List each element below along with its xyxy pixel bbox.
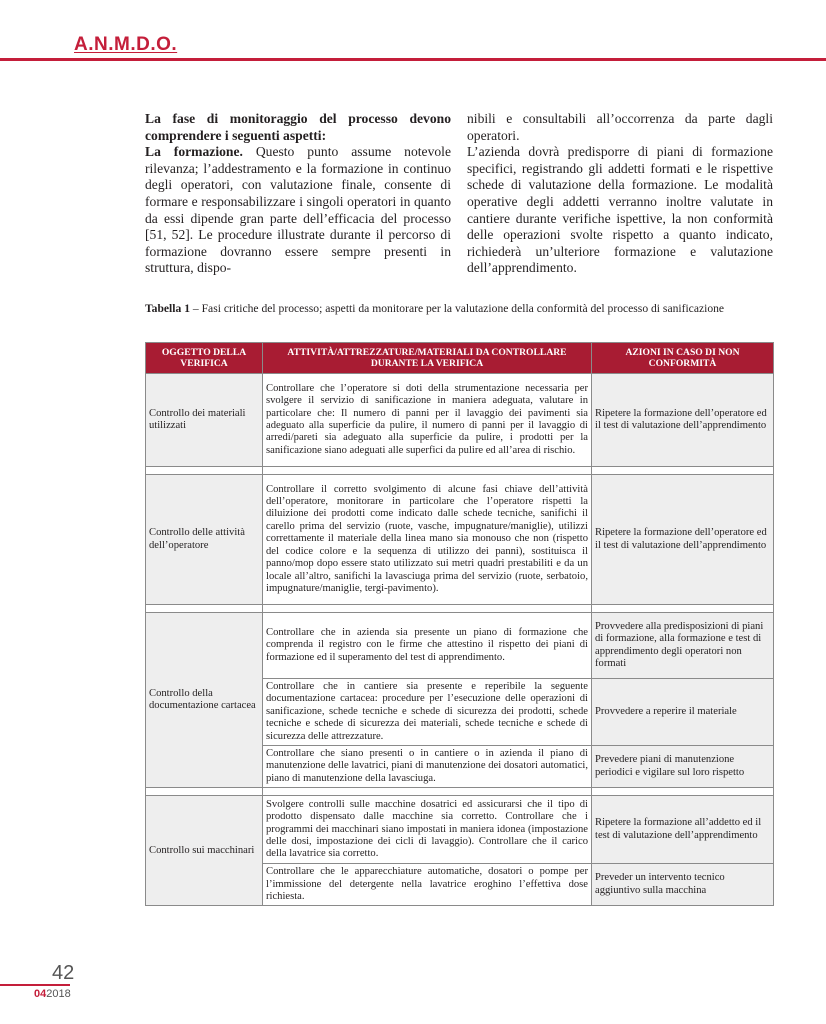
subject-cell: Controllo delle attività dell’operatore xyxy=(146,475,263,605)
activity-cell: Svolgere controlli sulle macchine dosatrici ed assicurarsi che il tipo di prodotto dispensato dalle macchine sia corretto. Controllare che i programmi dei macchinari siano impostati in maniera idonea (impostazione delle dosi, impostazione dei cicli di lavaggio). Controllare che il carico della lavatrice sia corretto. xyxy=(263,796,592,864)
action-cell: Ripetere la formazione all’addetto ed il test di valutazione dell’apprendimento xyxy=(592,796,774,864)
header-actions: AZIONI IN CASO DI NON CONFORMITÀ xyxy=(592,343,774,374)
activity-cell: Controllare che in azienda sia presente un piano di formazione che comprenda il registro con le firme che attestino il rispetto dei piani di formazione ed il superamento del test di apprendimento. xyxy=(263,613,592,679)
table-header-row xyxy=(146,343,774,374)
header-divider xyxy=(0,58,826,61)
body-column-right xyxy=(467,111,773,277)
activity-cell: Controllare che l’operatore si doti della strumentazione necessaria per svolgere il servizio di sanificazione in maniera adeguata, valutare in particolare che: Il numero di panni per il lavaggio dei pavimenti sia adeguato alla superficie da pulire, il numero di panni per il lavaggio di arredi/pareti sia adeguato alla superficie da pulire, i prodotti per la sanificazione siano adeguati alle superfici da pulire ed all’area di rischio. xyxy=(263,374,592,467)
subject-cell: Controllo sui macchinari xyxy=(146,796,263,906)
subject-cell: Controllo della documentazione cartacea xyxy=(146,613,263,788)
footer-divider xyxy=(0,984,70,986)
activity-cell: Controllare che siano presenti o in cantiere o in azienda il piano di manutenzione delle lavatrici, piani di manutenzione dei dosatori automatici, piano di manutenzione della lavasciuga. xyxy=(263,746,592,788)
table-caption xyxy=(145,302,773,316)
subject-cell: Controllo dei materiali utilizzati xyxy=(146,374,263,467)
group-spacer xyxy=(146,467,774,475)
issue-year: 2018 xyxy=(46,988,71,1000)
verification-table xyxy=(145,342,774,906)
page-number: 42 xyxy=(52,962,75,984)
action-cell: Provvedere alla predisposizioni di piani di formazione, alla formazione e test di apprendimento degli operatori non formati xyxy=(592,613,774,679)
group-spacer xyxy=(146,605,774,613)
table-row xyxy=(146,796,774,864)
action-cell: Preveder un intervento tecnico aggiuntivo sulla macchina xyxy=(592,864,774,906)
table-caption-text: – Fasi critiche del processo; aspetti da monitorare per la valutazione della conformità del processo di sanificazione xyxy=(190,302,725,315)
section-heading: La formazione. xyxy=(145,144,243,160)
activity-cell: Controllare che in cantiere sia presente e reperibile la seguente documentazione cartacea: procedure per l’esecuzione delle operazioni di sanificazione, schede tecniche e schede di sicurezza dei prodotti, schede tecniche e schede di sicurezza dei materiali, schede tecniche e schede di sicurezza delle attrezzature. xyxy=(263,679,592,746)
activity-cell: Controllare che le apparecchiature automatiche, dosatori o pompe per l’immissione del detergente nella lavatrice eroghino l’effettiva dose richiesta. xyxy=(263,864,592,906)
table-row xyxy=(146,374,774,467)
section-intro: La fase di monitoraggio del processo devono comprendere i seguenti aspetti: xyxy=(145,111,451,143)
journal-logo: A.N.M.D.O. xyxy=(74,34,178,55)
right-paragraph-1: nibili e consultabili all’occorrenza da parte dagli operatori. xyxy=(467,111,773,143)
table-caption-label: Tabella 1 xyxy=(145,302,190,315)
activity-cell: Controllare il corretto svolgimento di alcune fasi chiave dell’attività dell’operatore, monitorare in particolare che l’operatore rispetti la diluizione dei prodotti come indicato dalle schede tecniche, sanifichi il carello prima del servizio (ruote, vasche, impugnature/maniglie), utilizzi correttamente il materiale della linea mano sia monouso che non (rispetto del codice colore e la sequenza di utilizzo dei panni), sostituisca il panno/mop dopo essere stato utilizzato sui metri quadri prestabiliti e da un locale all’altro, sanifichi la lavasciuga prima del servizio (ruote, serbatoio, impugnature/maniglie, tergi-pavimento). xyxy=(263,475,592,605)
header-subject: OGGETTO DELLA VERIFICA xyxy=(146,343,263,374)
action-cell: Ripetere la formazione dell’operatore ed il test di valutazione dell’apprendimento xyxy=(592,475,774,605)
body-column-left xyxy=(145,111,451,277)
group-spacer xyxy=(146,788,774,796)
action-cell: Ripetere la formazione dell’operatore ed il test di valutazione dell’apprendimento xyxy=(592,374,774,467)
left-paragraph: Questo punto assume notevole rilevanza; l’addestramento e la formazione in continuo degli operatori, con valutazione finale, consente di formare e responsabilizzare i singoli operatori in quanto da essi dipende gran parte dell’efficacia del processo [51, 52]. Le procedure illustrate durante il percorso di formazione dovranno essere sempre presenti in struttura, dispo- xyxy=(145,144,451,276)
table-row xyxy=(146,475,774,605)
table-row xyxy=(146,613,774,679)
action-cell: Provvedere a reperire il materiale xyxy=(592,679,774,746)
issue-number: 04 xyxy=(34,988,47,1000)
action-cell: Prevedere piani di manutenzione periodici e vigilare sul loro rispetto xyxy=(592,746,774,788)
issue-label xyxy=(34,988,71,1000)
header-activity: ATTIVITÀ/ATTREZZATURE/MATERIALI DA CONTROLLARE DURANTE LA VERIFICA xyxy=(263,343,592,374)
right-paragraph-2: L’azienda dovrà predisporre di piani di formazione specifici, registrando gli addetti formati e le rispettive schede di valutazione della formazione. Le modalità operative degli addetti verranno inoltre valutate in cantiere durante verifiche ispettive, la non conformità delle operazioni svolte rispetto a quanto indicato, richiederà un’ulteriore formazione e valutazione dell’apprendimento. xyxy=(467,144,773,276)
